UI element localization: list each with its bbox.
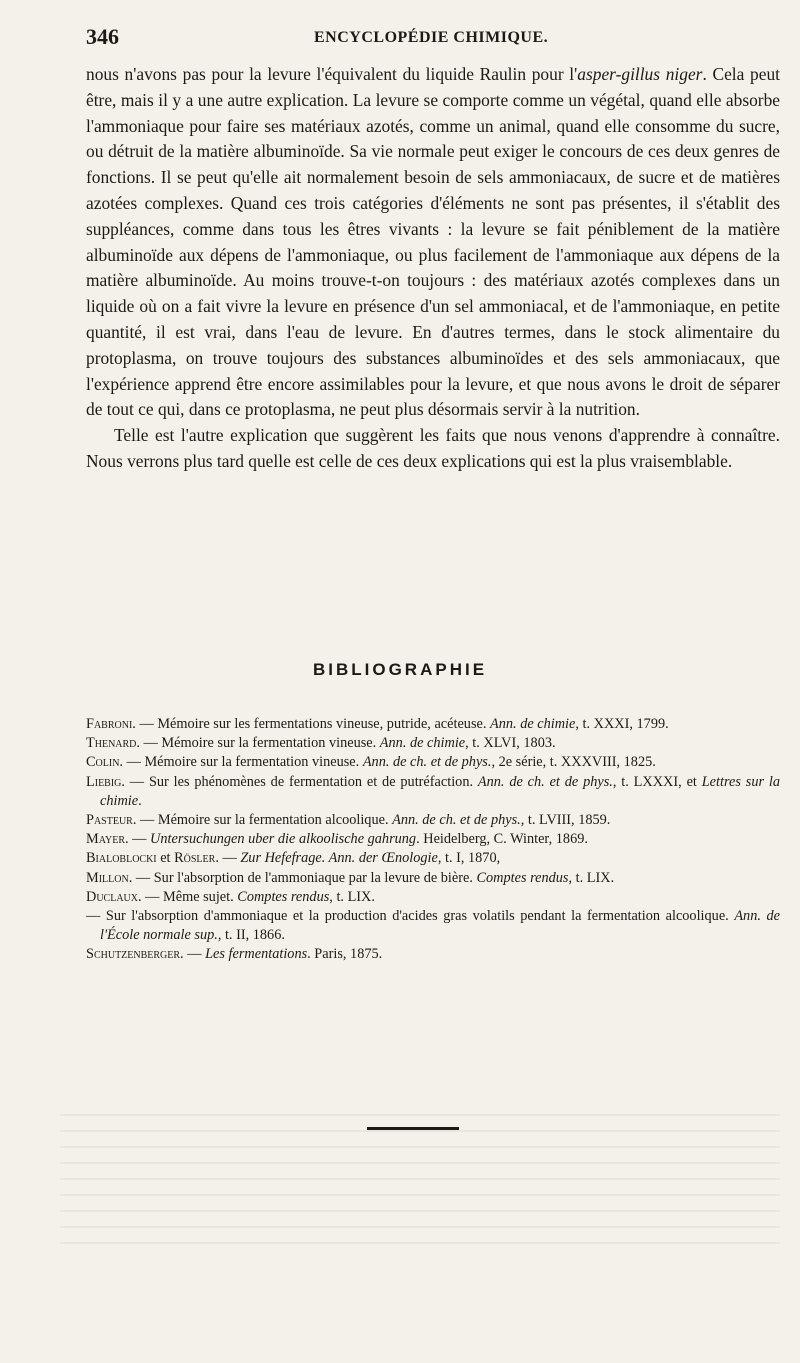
bibliography-entry: Thenard. — Mémoire sur la fermentation vineuse. Ann. de chimie, t. XLVI, 1803. bbox=[86, 735, 556, 752]
page-number: 346 bbox=[86, 24, 119, 49]
bibliography-entry: Bialoblocki et Rösler. — Zur Hefefrage. Ann. der Œnologie, t. I, 1870, bbox=[86, 850, 501, 867]
show-through-bleed bbox=[60, 1100, 780, 1250]
body-text bbox=[86, 62, 780, 475]
bibliography-title: BIBLIOGRAPHIE bbox=[312, 660, 488, 679]
paragraph-2: Telle est l'autre explication que suggèrent les faits que nous venons d'apprendre à connaître. Nous verrons plus tard quelle est celle de ces deux explications qui est la plus vraisemblable. bbox=[86, 425, 780, 471]
bibliography-list bbox=[86, 715, 780, 965]
bibliography-entry: Liebig. — Sur les phénomènes de fermentation et de putréfaction. Ann. de ch. et de phys., t. LXXXI, et Lettres sur la chimie. bbox=[86, 773, 780, 809]
bibliography-entry: Pasteur. — Mémoire sur la fermentation alcoolique. Ann. de ch. et de phys., t. LVIII, 1859. bbox=[86, 812, 611, 829]
bibliography-entry: Millon. — Sur l'absorption de l'ammoniaque par la levure de bière. Comptes rendus, t. LIX. bbox=[86, 869, 615, 886]
paragraph-1: nous n'avons pas pour la levure l'équivalent du liquide Raulin pour l'asper-gillus niger. Cela peut être, mais il y a une autre explication. La levure se comporte comme un végétal, quand elle absorbe l'ammoniaque pour faire ses matériaux azotés, comme un animal, quand elle consomme du sucre, ou détruit de la matière albuminoïde. Sa vie normale peut exiger le concours de ces deux genres de fonctions. Il se peut qu'elle ait normalement besoin de sels ammoniacaux, de sucre et de matières azotées complexes. Quand ces trois catégories d'éléments ne sont pas présentes, il s'établit des suppléances, comme dans tous les êtres vivants : la levure se fait péniblement de la matière albuminoïde aux dépens de l'ammoniaque, ou plus facilement de l'ammoniaque aux dépens de la matière albuminoïde. Au moins trouve-t-on toujours : des matériaux azotés complexes dans un liquide où on a fait vivre la levure en présence d'un sel ammoniacal, et de l'ammoniaque, en petite quantité, il est vrai, dans l'eau de levure. En d'autres termes, dans le stock alimentaire du protoplasma, on trouve toujours des substances albuminoïdes et des sels ammoniacaux, que l'expérience apprend être encore assimilables pour la levure, et que nous avons le droit de séparer de tout ce qui, dans ce protoplasma, ne peut plus désormais servir à la nutrition. bbox=[86, 64, 780, 420]
bibliography-entry: Colin. — Mémoire sur la fermentation vineuse. Ann. de ch. et de phys., 2e série, t. XXXVIII, 1825. bbox=[86, 754, 656, 771]
bibliography-entry: — Sur l'absorption d'ammoniaque et la production d'acides gras volatils pendant la fermentation alcoolique. Ann. de l'École normale sup., t. II, 1866. bbox=[86, 908, 780, 944]
bibliography-entry: Schutzenberger. — Les fermentations. Paris, 1875. bbox=[86, 946, 383, 963]
running-head: ENCYCLOPÉDIE CHIMIQUE. bbox=[314, 29, 549, 46]
page-header bbox=[86, 24, 770, 54]
section-end-rule bbox=[367, 1127, 459, 1130]
bibliography-entry: Duclaux. — Même sujet. Comptes rendus, t. LIX. bbox=[86, 888, 375, 905]
bibliography-entry: Fabroni. — Mémoire sur les fermentations vineuse, putride, acéteuse. Ann. de chimie, t. XXXI, 1799. bbox=[86, 716, 669, 732]
bibliography-entry: Mayer. — Untersuchungen uber die alkoolische gahrung. Heidelberg, C. Winter, 1869. bbox=[86, 831, 588, 848]
